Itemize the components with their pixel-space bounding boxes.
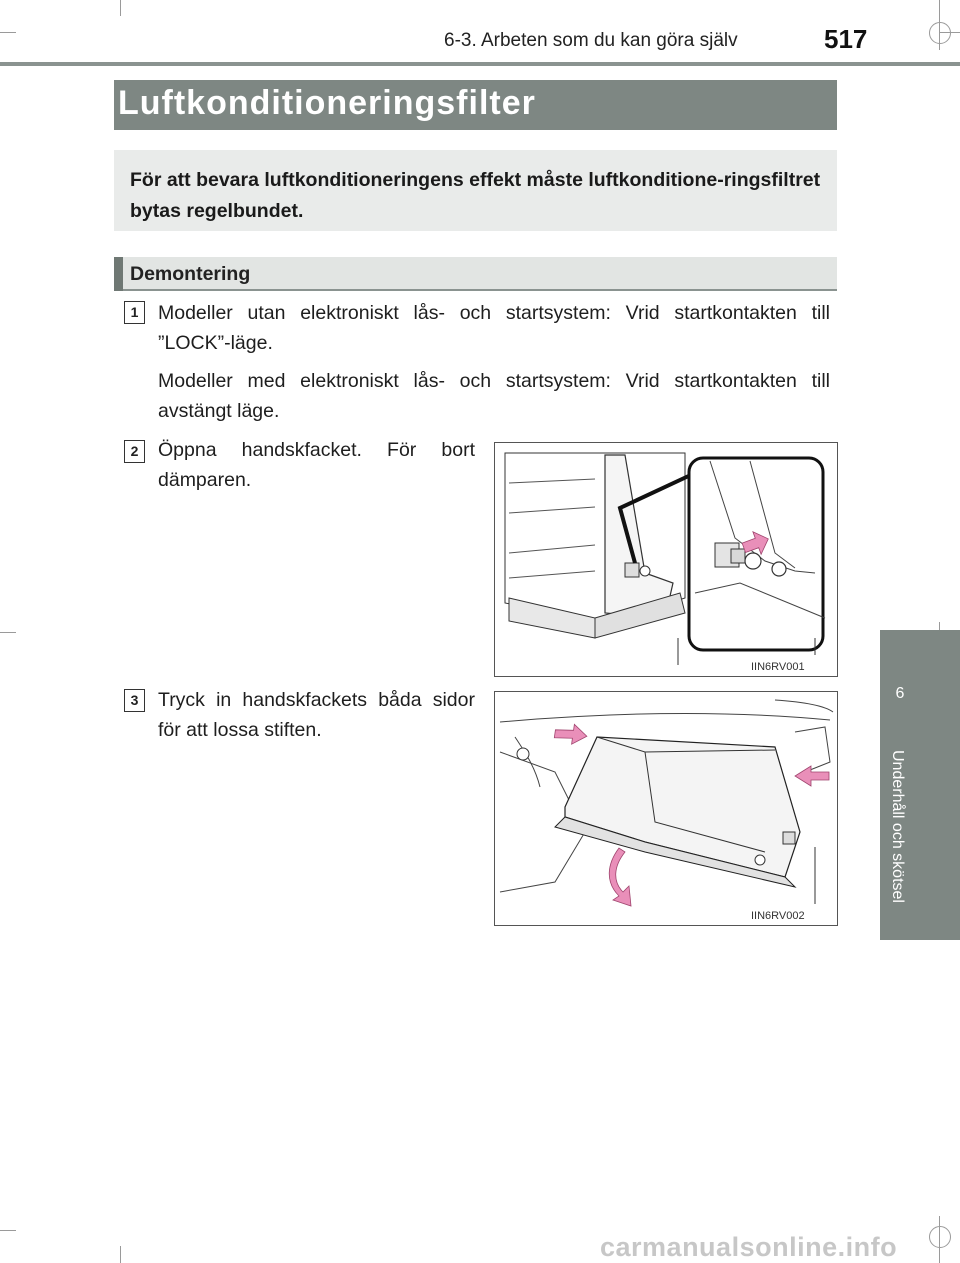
intro-text: För att bevara luftkonditioneringens effekt måste luftkonditione-ringsfiltret bytas regelbundet. — [130, 169, 821, 222]
step-3-text: Tryck in handskfackets båda sidor för att lossa stiften. — [158, 689, 475, 741]
subheading-bar — [114, 257, 123, 291]
step-1-text-a: Modeller utan elektroniskt lås- och startsystem: Vrid startkontakten till ”LOCK”-läge. — [158, 302, 830, 354]
glovebox-damper-illustration-icon — [495, 443, 837, 676]
step-1-text-b: Modeller med elektroniskt lås- och startsystem: Vrid startkontakten till avstängt läge. — [158, 370, 830, 422]
watermark: carmanualsonline.info — [600, 1232, 898, 1262]
step-2-text: Öppna handskfacket. För bort dämparen. — [158, 439, 475, 491]
page-number: 517 — [824, 24, 868, 54]
glovebox-press-sides-illustration-icon — [495, 692, 837, 925]
figure-glovebox-damper — [494, 442, 838, 677]
page-title: Luftkonditioneringsfilter — [118, 84, 536, 122]
step-number-2: 2 — [124, 440, 145, 463]
step-number-3: 3 — [124, 689, 145, 712]
section-reference: 6-3. Arbeten som du kan göra själv — [444, 30, 738, 51]
header-rule — [0, 62, 960, 66]
chapter-number: 6 — [895, 685, 905, 702]
figure-code-1: IIN6RV001 — [751, 661, 805, 673]
subheading: Demontering — [130, 263, 251, 285]
chapter-label: Underhåll och skötsel — [889, 750, 906, 903]
step-number-1: 1 — [124, 301, 145, 324]
figure-glovebox-press-sides — [494, 691, 838, 926]
figure-code-2: IIN6RV002 — [751, 910, 805, 922]
